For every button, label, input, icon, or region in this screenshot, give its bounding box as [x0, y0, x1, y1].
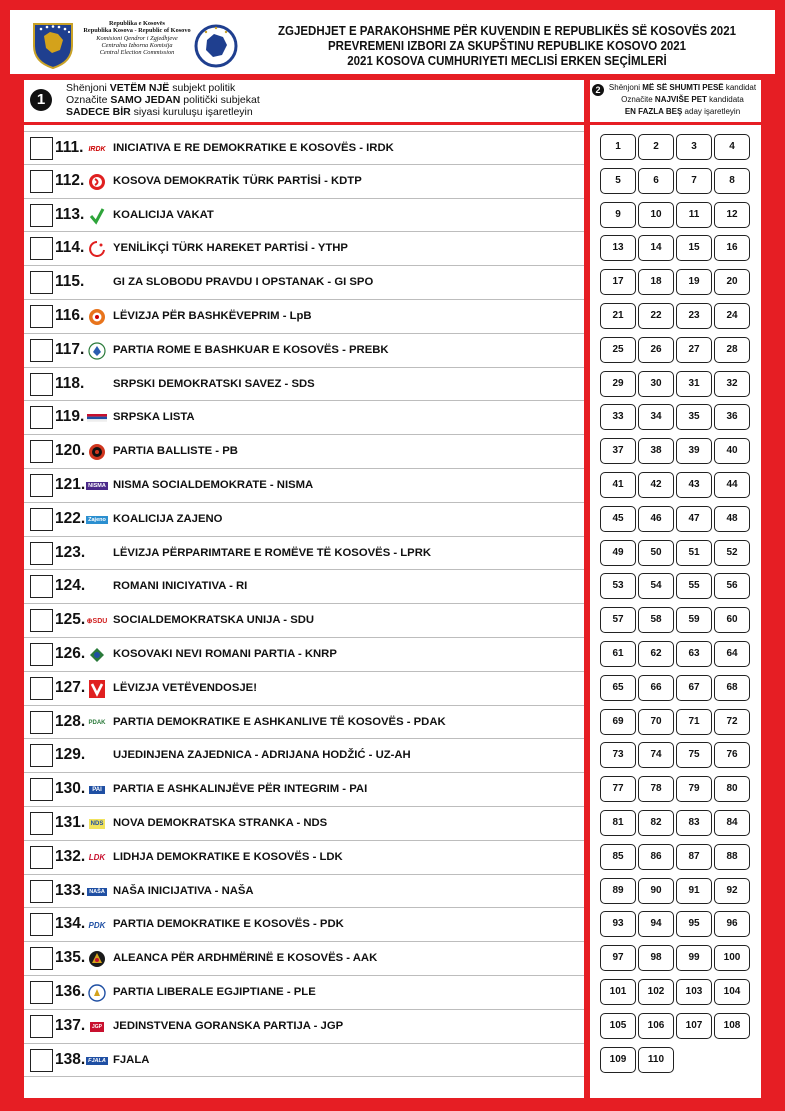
party-number: 118. — [55, 374, 85, 392]
party-logo-nds-icon: NDS — [90, 821, 104, 827]
candidate-box[interactable]: 20 — [714, 269, 750, 295]
party-row — [24, 503, 584, 537]
party-name: LËVIZJA PËRPARIMTARE E ROMËVE TË KOSOVËS - LPRK — [113, 546, 432, 559]
party-logo-pdk-icon: PDK — [88, 920, 106, 930]
party-logo-jgp-icon: JGP — [91, 1023, 102, 1030]
party-number: 128. — [55, 712, 86, 730]
party-checkbox[interactable] — [30, 677, 53, 700]
candidate-box[interactable]: 18 — [638, 269, 674, 295]
party-logo-knrp-icon — [86, 646, 108, 664]
party-name: GI ZA SLOBODU PRAVDU I OPSTANAK - GI SPO — [113, 276, 374, 289]
instruction-line — [66, 94, 260, 106]
party-checkbox[interactable] — [30, 271, 53, 294]
candidate-box[interactable]: 7 — [676, 168, 712, 194]
candidate-box[interactable]: 3 — [676, 134, 712, 160]
party-number: 129. — [55, 746, 86, 764]
party-name: PARTIA DEMOKRATIKE E KOSOVËS - PDK — [113, 918, 344, 931]
candidate-box[interactable]: 71 — [676, 709, 712, 735]
instruction-text: Shënjoni — [66, 82, 110, 94]
instruction-text: subjekt politik — [169, 82, 236, 94]
party-number: 115. — [55, 273, 85, 291]
candidate-box[interactable]: 49 — [600, 540, 636, 566]
candidate-box[interactable]: 69 — [600, 709, 636, 735]
party-logo-prebk-icon — [86, 342, 108, 360]
candidate-box[interactable]: 31 — [676, 371, 712, 397]
candidate-box[interactable]: 22 — [638, 303, 674, 329]
instruction-emphasis: MË SË SHUMTI PESË — [642, 83, 724, 92]
election-commission-block — [78, 20, 196, 56]
candidate-box[interactable]: 47 — [676, 506, 712, 532]
candidate-box[interactable]: 6 — [638, 168, 674, 194]
party-row — [24, 1010, 584, 1044]
party-row — [24, 1044, 584, 1078]
party-logo-pdak-icon: PDAK — [88, 719, 106, 726]
candidate-box[interactable]: 99 — [676, 945, 712, 971]
instruction-line — [66, 82, 260, 94]
candidate-box[interactable]: 30 — [638, 371, 674, 397]
commission-line: Republika Kosova - Republic of Kosovo — [83, 27, 191, 35]
candidate-box[interactable]: 70 — [638, 709, 674, 735]
party-row — [24, 807, 584, 841]
party-number: 137. — [55, 1016, 86, 1034]
party-logo-pai-icon: PAI — [86, 781, 108, 799]
party-checkbox[interactable] — [30, 744, 53, 767]
party-checkbox[interactable] — [30, 643, 53, 666]
party-name: SRPSKI DEMOKRATSKI SAVEZ - SDS — [113, 377, 315, 390]
candidate-box[interactable]: 60 — [714, 607, 750, 633]
party-number: 131. — [55, 814, 86, 831]
candidate-box[interactable]: 98 — [638, 945, 674, 971]
party-number: 120. — [55, 442, 86, 460]
candidate-box[interactable]: 104 — [714, 979, 750, 1005]
party-logo-vakat-icon — [86, 207, 108, 225]
candidate-box[interactable]: 97 — [600, 945, 636, 971]
party-row — [24, 908, 584, 942]
party-number: 132. — [55, 847, 86, 865]
candidate-box[interactable]: 39 — [676, 438, 712, 464]
candidate-box[interactable]: 64 — [714, 641, 750, 667]
party-checkbox[interactable] — [30, 846, 53, 869]
instruction-text: kandidata — [706, 95, 744, 104]
candidate-box[interactable]: 92 — [714, 878, 750, 904]
candidate-box[interactable]: 53 — [600, 573, 636, 599]
candidate-box[interactable]: 32 — [714, 371, 750, 397]
party-checkbox[interactable] — [30, 474, 53, 497]
candidate-box[interactable]: 15 — [676, 235, 712, 261]
instruction-text: aday işaretleyin — [682, 107, 741, 116]
candidate-box[interactable]: 96 — [714, 911, 750, 937]
party-name: JEDINSTVENA GORANSKA PARTIJA - JGP — [113, 1019, 344, 1032]
instruction-text: siyasi kuruluşu işaretleyin — [130, 106, 253, 118]
candidate-box[interactable]: 44 — [714, 472, 750, 498]
party-name: LËVIZJA PËR BASHKËVEPRIM - LpB — [113, 310, 312, 322]
candidate-box[interactable]: 55 — [676, 573, 712, 599]
party-number: 113. — [55, 205, 85, 223]
party-logo-ldk-icon: LDK — [88, 853, 106, 863]
party-number: 123. — [55, 543, 86, 561]
candidate-box[interactable]: 54 — [638, 573, 674, 599]
candidate-box[interactable]: 27 — [676, 337, 712, 363]
party-checkbox[interactable] — [30, 204, 53, 227]
candidate-box[interactable]: 80 — [714, 776, 750, 802]
candidate-box[interactable]: 19 — [676, 269, 712, 295]
instruction-text: Označite — [66, 94, 111, 106]
candidate-box[interactable]: 26 — [638, 337, 674, 363]
candidate-box[interactable]: 46 — [638, 506, 674, 532]
party-name: ROMANI INICIYATIVA - RI — [113, 580, 248, 593]
party-name: NISMA SOCIALDEMOKRATE - NISMA — [113, 479, 314, 491]
party-instructions — [24, 80, 584, 122]
candidate-box[interactable]: 28 — [714, 337, 750, 363]
step-number-badge: 2 — [592, 84, 604, 96]
candidate-box[interactable]: 41 — [600, 472, 636, 498]
candidate-box[interactable]: 74 — [638, 742, 674, 768]
candidate-box[interactable]: 72 — [714, 709, 750, 735]
party-logo-zajeno-icon: Zajeno — [88, 516, 106, 523]
party-instruction-text — [66, 82, 260, 118]
election-commission-logo-icon — [194, 22, 238, 70]
instruction-line — [606, 94, 759, 106]
party-number: 122. — [55, 509, 86, 527]
candidate-box[interactable]: 107 — [676, 1013, 712, 1039]
ballot-title — [263, 24, 751, 69]
party-checkbox[interactable] — [30, 575, 53, 598]
candidate-box[interactable]: 102 — [638, 979, 674, 1005]
candidate-box[interactable]: 67 — [676, 675, 712, 701]
party-name: LIDHJA DEMOKRATIKE E KOSOVËS - LDK — [113, 850, 343, 863]
candidate-box[interactable]: 25 — [600, 337, 636, 363]
commission-line: Komisioni Qendror i Zgjedhjeve — [96, 34, 178, 42]
candidate-box[interactable]: 52 — [714, 540, 750, 566]
candidate-box[interactable]: 73 — [600, 742, 636, 768]
party-checkbox[interactable] — [30, 170, 53, 193]
instruction-text: Označite — [621, 95, 655, 104]
candidate-box[interactable]: 14 — [638, 235, 674, 261]
candidate-box[interactable]: 95 — [676, 911, 712, 937]
candidate-box[interactable]: 94 — [638, 911, 674, 937]
candidate-box[interactable]: 75 — [676, 742, 712, 768]
candidate-box[interactable]: 79 — [676, 776, 712, 802]
candidate-box[interactable]: 93 — [600, 911, 636, 937]
party-row — [24, 368, 584, 402]
party-logo-lpb-icon — [86, 308, 108, 326]
candidate-box[interactable]: 16 — [714, 235, 750, 261]
party-logo-sdu-icon: ⊕SDU — [86, 618, 108, 626]
instruction-line — [66, 106, 260, 118]
party-row — [24, 638, 584, 672]
party-name: NOVA DEMOKRATSKA STRANKA - NDS — [113, 817, 328, 829]
party-logo-kdtp-icon — [86, 173, 108, 191]
party-name: LËVIZJA VETËVENDOSJE! — [113, 681, 257, 694]
party-row — [24, 401, 584, 435]
kosovo-coat-of-arms-icon — [30, 20, 76, 70]
candidate-box[interactable]: 76 — [714, 742, 750, 768]
candidate-box[interactable]: 56 — [714, 573, 750, 599]
party-checkbox[interactable] — [30, 339, 53, 362]
candidate-box[interactable]: 110 — [638, 1047, 674, 1073]
party-name: KOALICIJA VAKAT — [113, 208, 214, 221]
party-number: 112. — [55, 171, 85, 189]
candidate-box[interactable]: 48 — [714, 506, 750, 532]
candidate-box[interactable]: 29 — [600, 371, 636, 397]
commission-line: Republika e Kosovës — [109, 20, 165, 27]
party-number: 138. — [55, 1050, 86, 1068]
party-list — [24, 125, 584, 1098]
candidate-box[interactable]: 86 — [638, 844, 674, 870]
party-checkbox[interactable] — [30, 440, 53, 463]
party-number: 119. — [55, 408, 85, 426]
party-number: 121. — [55, 476, 86, 493]
commission-line: Centralna Izborna Komisija — [101, 41, 173, 49]
party-checkbox[interactable] — [30, 1015, 53, 1038]
party-name: UJEDINJENA ZAJEDNICA - ADRIJANA HODŽIĆ - UZ-AH — [113, 749, 411, 762]
party-checkbox[interactable] — [30, 542, 53, 565]
candidate-box[interactable]: 77 — [600, 776, 636, 802]
party-row — [24, 266, 584, 300]
party-checkbox[interactable] — [30, 609, 53, 632]
instruction-line — [606, 106, 759, 118]
party-name: PARTIA LIBERALE EGJIPTIANE - PLE — [113, 986, 316, 998]
candidate-box[interactable]: 4 — [714, 134, 750, 160]
candidate-box[interactable]: 85 — [600, 844, 636, 870]
candidate-box[interactable]: 45 — [600, 506, 636, 532]
candidate-box[interactable]: 2 — [638, 134, 674, 160]
party-checkbox[interactable] — [30, 137, 53, 160]
candidate-instructions — [590, 80, 761, 122]
party-row — [24, 537, 584, 571]
candidate-box[interactable]: 78 — [638, 776, 674, 802]
party-logo-fjala-icon: FJALA — [88, 1057, 106, 1064]
party-row — [24, 976, 584, 1010]
party-number: 111. — [55, 139, 84, 156]
candidate-box[interactable]: 100 — [714, 945, 750, 971]
party-row — [24, 165, 584, 199]
candidate-box[interactable]: 58 — [638, 607, 674, 633]
party-name: SOCIALDEMOKRATSKA UNIJA - SDU — [113, 614, 315, 627]
commission-line: Central Election Commission — [99, 49, 175, 57]
candidate-box[interactable]: 1 — [600, 134, 636, 160]
step-number-badge: 1 — [30, 89, 52, 111]
instruction-emphasis: EN FAZLA BEŞ — [624, 107, 683, 116]
candidate-box[interactable]: 24 — [714, 303, 750, 329]
party-number: 136. — [55, 983, 86, 1000]
party-logo-irdk-icon: IRDK — [88, 145, 106, 153]
party-row — [24, 875, 584, 909]
candidate-box[interactable]: 38 — [638, 438, 674, 464]
party-checkbox[interactable] — [30, 880, 53, 903]
party-row — [24, 300, 584, 334]
party-logo-ythp-icon — [86, 240, 108, 258]
party-row — [24, 334, 584, 368]
party-name: PARTIA BALLISTE - PB — [113, 445, 238, 458]
party-row — [24, 706, 584, 740]
candidate-box[interactable]: 50 — [638, 540, 674, 566]
candidate-box[interactable]: 57 — [600, 607, 636, 633]
candidate-box[interactable]: 84 — [714, 810, 750, 836]
candidate-box[interactable]: 89 — [600, 878, 636, 904]
party-logo-aak-icon — [86, 950, 108, 968]
party-number: 124. — [55, 577, 86, 595]
party-row — [24, 469, 584, 503]
candidate-box[interactable]: 42 — [638, 472, 674, 498]
candidate-box[interactable]: 9 — [600, 202, 636, 228]
party-name: YENİLİKÇİ TÜRK HAREKET PARTİSİ - YTHP — [113, 242, 348, 255]
candidate-box[interactable]: 21 — [600, 303, 636, 329]
candidate-box[interactable]: 88 — [714, 844, 750, 870]
party-row — [24, 942, 584, 976]
candidate-box[interactable]: 17 — [600, 269, 636, 295]
title-serbian: PREVREMENI IZBORI ZA SKUPŠTINU REPUBLIKE KOSOVO 2021 — [327, 39, 687, 53]
party-name: KOSOVAKI NEVI ROMANI PARTIA - KNRP — [113, 648, 337, 660]
candidate-box[interactable]: 103 — [676, 979, 712, 1005]
candidate-grid — [590, 125, 761, 1098]
candidate-box[interactable]: 109 — [600, 1047, 636, 1073]
party-checkbox[interactable] — [30, 406, 53, 429]
party-row — [24, 773, 584, 807]
party-logo-vv-icon — [86, 680, 108, 698]
party-row — [24, 435, 584, 469]
party-checkbox[interactable] — [30, 508, 53, 531]
party-number: 130. — [55, 780, 86, 798]
party-name: KOSOVA DEMOKRATİK TÜRK PARTİSİ - KDTP — [113, 174, 362, 187]
candidate-box[interactable]: 105 — [600, 1013, 636, 1039]
candidate-box[interactable]: 81 — [600, 810, 636, 836]
party-checkbox[interactable] — [30, 812, 53, 835]
party-name: PARTIA ROME E BASHKUAR E KOSOVËS - PREBK — [113, 343, 389, 356]
instruction-line — [606, 82, 759, 94]
party-checkbox[interactable] — [30, 237, 53, 260]
party-row — [24, 131, 584, 165]
candidate-box[interactable]: 37 — [600, 438, 636, 464]
party-name: ALEANCA PËR ARDHMËRINË E KOSOVËS - AAK — [113, 952, 378, 965]
party-name: NAŠA INICIJATIVA - NAŠA — [113, 884, 254, 897]
party-name: FJALA — [113, 1053, 150, 1066]
party-number: 127. — [55, 678, 86, 696]
party-checkbox[interactable] — [30, 778, 53, 801]
candidate-box[interactable]: 34 — [638, 404, 674, 430]
party-logo-ple-icon — [86, 984, 108, 1002]
party-row — [24, 841, 584, 875]
candidate-box[interactable]: 82 — [638, 810, 674, 836]
party-checkbox[interactable] — [30, 305, 53, 328]
party-logo-pb-icon — [86, 443, 108, 461]
party-name: KOALICIJA ZAJENO — [113, 512, 223, 525]
candidate-box[interactable]: 106 — [638, 1013, 674, 1039]
party-checkbox[interactable] — [30, 947, 53, 970]
title-turkish: 2021 KOSOVA CUMHURIYETI MECLISİ ERKEN SEÇİMLERİ — [347, 54, 667, 68]
party-logo-nisma-icon: NISMA — [88, 483, 106, 489]
candidate-box[interactable]: 68 — [714, 675, 750, 701]
candidate-box[interactable]: 91 — [676, 878, 712, 904]
candidate-box[interactable]: 65 — [600, 675, 636, 701]
ballot-header — [10, 10, 775, 74]
party-number: 114. — [55, 239, 85, 257]
candidate-box[interactable]: 35 — [676, 404, 712, 430]
party-checkbox[interactable] — [30, 373, 53, 396]
candidate-box[interactable]: 5 — [600, 168, 636, 194]
candidate-box[interactable]: 101 — [600, 979, 636, 1005]
party-number: 134. — [55, 915, 86, 933]
instruction-emphasis: SADECE BİR — [66, 106, 131, 118]
party-row — [24, 739, 584, 773]
party-number: 125. — [55, 611, 86, 629]
instruction-emphasis: NAJVIŠE PET — [654, 95, 707, 104]
candidate-box[interactable]: 8 — [714, 168, 750, 194]
candidate-box[interactable]: 10 — [638, 202, 674, 228]
party-checkbox[interactable] — [30, 1049, 53, 1072]
candidate-box[interactable]: 66 — [638, 675, 674, 701]
candidate-box[interactable]: 87 — [676, 844, 712, 870]
instruction-text: kandidat — [723, 83, 757, 92]
party-row — [24, 604, 584, 638]
party-number: 117. — [55, 340, 85, 358]
party-row — [24, 570, 584, 604]
candidate-box[interactable]: 33 — [600, 404, 636, 430]
candidate-box[interactable]: 61 — [600, 641, 636, 667]
candidate-box[interactable]: 12 — [714, 202, 750, 228]
candidate-box[interactable]: 62 — [638, 641, 674, 667]
party-name: INICIATIVA E RE DEMOKRATIKE E KOSOVËS - IRDK — [113, 142, 394, 154]
party-checkbox[interactable] — [30, 711, 53, 734]
party-name: PARTIA DEMOKRATIKE E ASHKANLIVE TË KOSOVËS - PDAK — [113, 715, 446, 728]
party-checkbox[interactable] — [30, 913, 53, 936]
party-number: 135. — [55, 949, 86, 967]
party-row — [24, 672, 584, 706]
candidate-box[interactable]: 40 — [714, 438, 750, 464]
party-logo-nasa-icon: NAŠA — [89, 888, 105, 895]
party-name: PARTIA E ASHKALINJËVE PËR INTEGRIM - PAI — [113, 783, 368, 796]
instruction-text: politički subjekat — [180, 94, 260, 106]
party-row — [24, 199, 584, 233]
title-albanian: ZGJEDHJET E PARAKOHSHME PËR KUVENDIN E REPUBLIKËS SË KOSOVËS 2021 — [278, 24, 736, 38]
party-logo-srpska-icon — [86, 409, 108, 427]
party-number: 116. — [55, 307, 85, 324]
candidate-box[interactable]: 59 — [676, 607, 712, 633]
candidate-box[interactable]: 108 — [714, 1013, 750, 1039]
party-name: SRPSKA LISTA — [113, 411, 195, 424]
candidate-box[interactable]: 36 — [714, 404, 750, 430]
candidate-box[interactable]: 90 — [638, 878, 674, 904]
instruction-emphasis: SAMO JEDAN — [110, 94, 181, 106]
candidate-box[interactable]: 11 — [676, 202, 712, 228]
instruction-emphasis: VETËM NJË — [109, 82, 170, 94]
candidate-instruction-text — [606, 82, 759, 118]
candidate-box[interactable]: 13 — [600, 235, 636, 261]
party-number: 133. — [55, 881, 86, 899]
party-number: 126. — [55, 645, 86, 662]
candidate-box[interactable]: 43 — [676, 472, 712, 498]
candidate-box[interactable]: 83 — [676, 810, 712, 836]
party-checkbox[interactable] — [30, 981, 53, 1004]
candidate-box[interactable]: 23 — [676, 303, 712, 329]
instruction-text: Shënjoni — [608, 83, 643, 92]
party-row — [24, 232, 584, 266]
candidate-box[interactable]: 63 — [676, 641, 712, 667]
candidate-box[interactable]: 51 — [676, 540, 712, 566]
